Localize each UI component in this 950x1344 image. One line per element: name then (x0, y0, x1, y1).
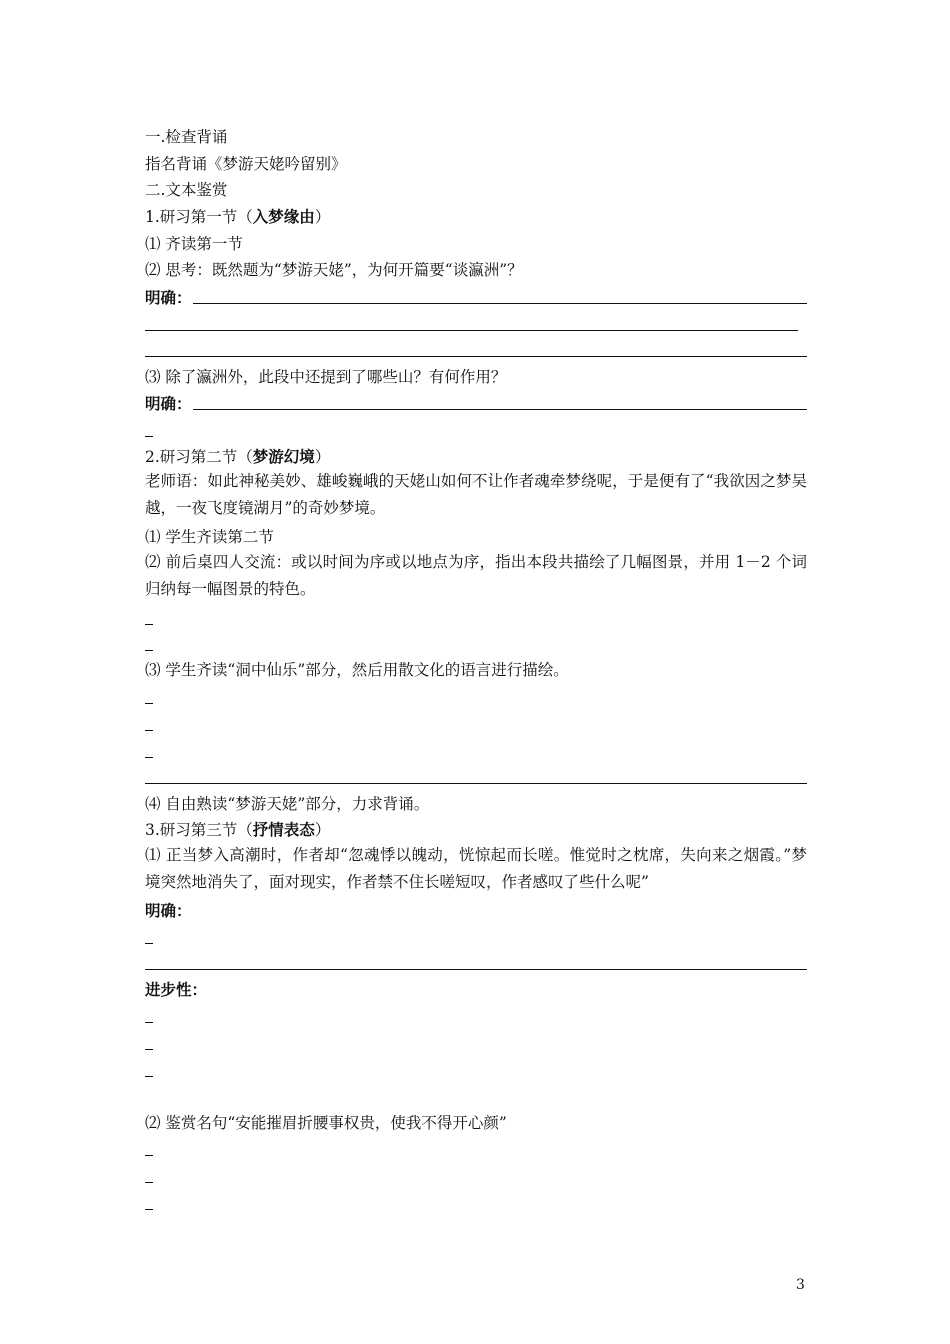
part-2-question-1: ⑴ 学生齐读第二节 (145, 528, 274, 546)
answer-dash (145, 730, 153, 731)
section-1-task: 指名背诵《梦游天姥吟留别》 (145, 155, 347, 173)
part-1-heading (145, 207, 330, 227)
part-1-suffix: ） (314, 208, 331, 226)
answer-dash (145, 1209, 153, 1210)
part-2-question-4: ⑷ 自由熟读“梦游天姥”部分，力求背诵。 (145, 795, 430, 813)
page-number: 3 (796, 1277, 805, 1293)
answer-label: 明确： (145, 901, 192, 920)
part-2-question-2: ⑵ 前后桌四人交流：或以时间为序或以地点为序，指出本段共描绘了几幅图景，并用 1－2 个词归纳每一幅图景的特色。 (145, 553, 807, 598)
answer-dash (145, 1049, 153, 1050)
part-3-heading (145, 820, 330, 840)
progress-label: 进步性： (145, 980, 208, 999)
part-2-suffix: ） (314, 448, 331, 466)
answer-label: 明确： (145, 288, 192, 307)
part-1-bold-title: 入梦缘由 (252, 207, 315, 226)
part-2-bold-title: 梦游幻境 (252, 447, 315, 466)
answer-dash (145, 1182, 153, 1183)
part-3-question-1: ⑴ 正当梦入高潮时，作者却“忽魂悸以魄动，恍惊起而长嗟。惟觉时之枕席，失向来之烟霞。”梦境突然地消失了，面对现实，作者禁不住长嗟短叹，作者感叹了些什么呢” (145, 846, 807, 891)
part-1-prefix: 1.研习第一节（ (145, 208, 253, 226)
part-3-prefix: 3.研习第三节（ (145, 821, 253, 839)
answer-line (145, 356, 807, 357)
answer-dash (145, 703, 153, 704)
answer-line (193, 409, 807, 410)
answer-dash (145, 624, 153, 625)
section-1-title: 一.检查背诵 (145, 128, 228, 146)
part-1-question-2: ⑵ 思考：既然题为“梦游天姥”，为何开篇要“谈瀛洲”？ (145, 261, 523, 279)
answer-dash (145, 1155, 153, 1156)
answer-line (145, 969, 807, 970)
part-1-question-1: ⑴ 齐读第一节 (145, 235, 243, 253)
answer-line (193, 303, 807, 304)
part-3-suffix: ） (314, 821, 331, 839)
part-1-question-3: ⑶ 除了瀛洲外，此段中还提到了哪些山？有何作用？ (145, 368, 507, 386)
answer-dash (145, 436, 153, 437)
part-2-prefix: 2.研习第二节（ (145, 448, 253, 466)
answer-line (145, 330, 798, 331)
answer-line (145, 783, 807, 784)
part-3-question-2: ⑵ 鉴赏名句“安能摧眉折腰事权贵，使我不得开心颜” (145, 1114, 507, 1132)
part-2-question-3: ⑶ 学生齐读“洞中仙乐”部分，然后用散文化的语言进行描绘。 (145, 661, 569, 679)
answer-dash (145, 757, 153, 758)
answer-label: 明确： (145, 394, 192, 413)
answer-dash (145, 943, 153, 944)
part-2-teacher-note: 老师语：如此神秘美妙、雄峻巍峨的天姥山如何不让作者魂牵梦绕呢，于是便有了“我欲因之梦吴越，一夜飞度镜湖月”的奇妙梦境。 (145, 472, 807, 517)
answer-dash (145, 650, 153, 651)
answer-dash (145, 1022, 153, 1023)
answer-dash (145, 1076, 153, 1077)
part-2-heading (145, 447, 330, 467)
part-3-bold-title: 抒情表态 (252, 820, 315, 839)
section-2-title: 二.文本鉴赏 (145, 181, 228, 199)
